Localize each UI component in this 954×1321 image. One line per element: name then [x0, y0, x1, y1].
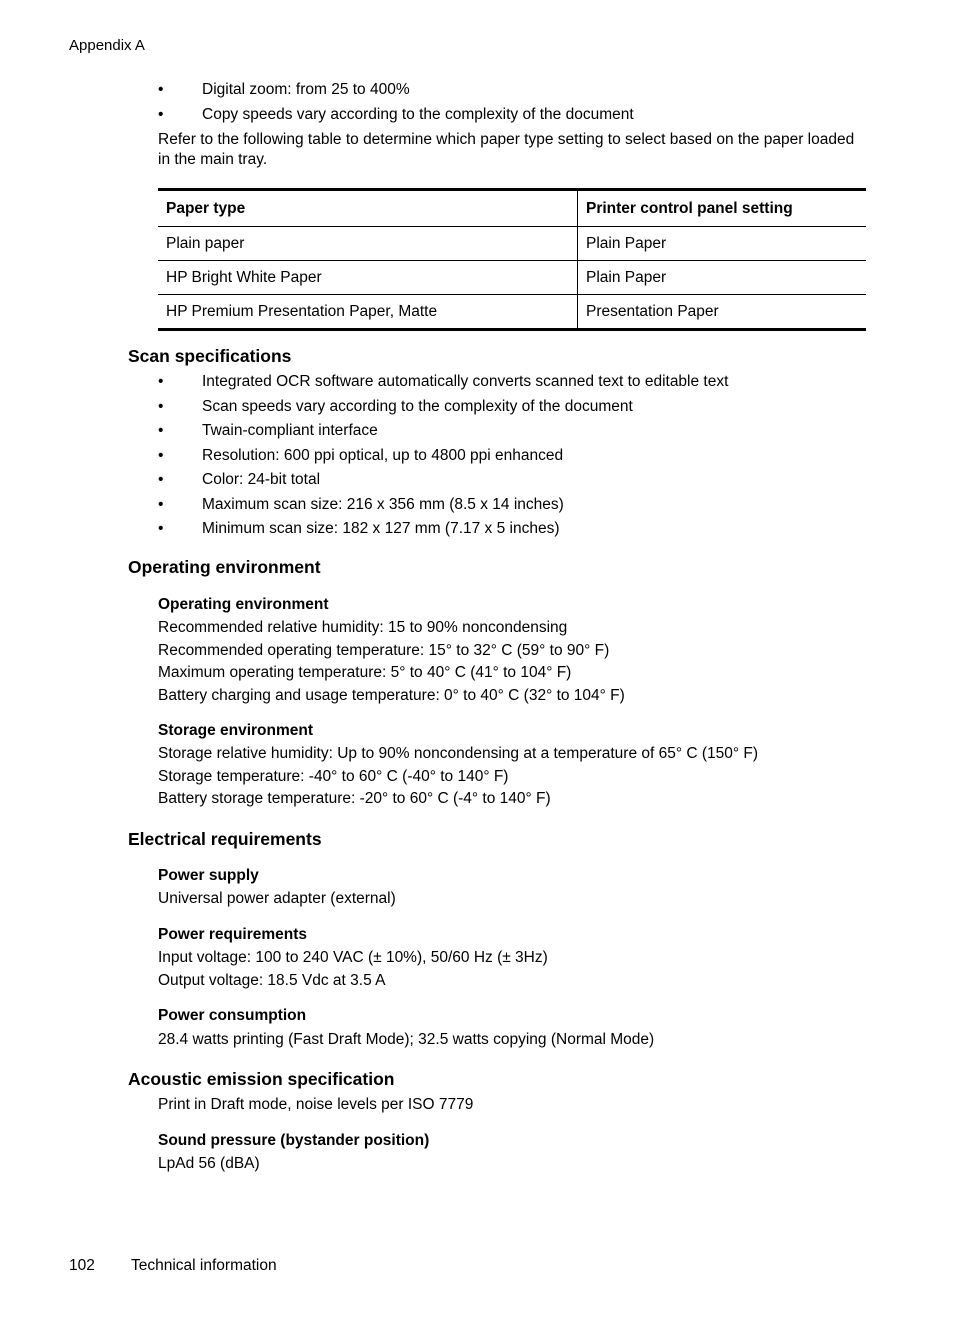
- subsection-title: Power consumption: [158, 1007, 307, 1024]
- copy-spec-list: [158, 80, 634, 129]
- list-item: • Color: 24-bit total: [158, 471, 321, 488]
- subsection-title: Power requirements: [158, 926, 308, 943]
- storage-lines: [158, 743, 758, 811]
- section-title-operating: Operating environment: [128, 557, 321, 577]
- table-cell: HP Bright White Paper: [158, 261, 578, 295]
- spec-line: 28.4 watts printing (Fast Draft Mode); 32.5 watts copying (Normal Mode): [158, 1031, 655, 1048]
- subsection-title: Sound pressure (bystander position): [158, 1132, 430, 1149]
- acoustic-intro: [158, 1094, 473, 1117]
- bullet-glyph: •: [158, 520, 164, 537]
- list-item: • Copy speeds vary according to the complexity of the document: [158, 105, 634, 123]
- requirement-lines: [158, 947, 548, 992]
- spec-line: Input voltage: 100 to 240 VAC (± 10%), 50/60 Hz (± 3Hz): [158, 949, 548, 966]
- table-cell: HP Premium Presentation Paper, Matte: [158, 295, 578, 330]
- spec-line: LpAd 56 (dBA): [158, 1155, 260, 1172]
- paper-type-table: [158, 188, 866, 331]
- bullet-glyph: •: [158, 81, 164, 98]
- table-cell: Plain paper: [158, 227, 578, 261]
- table-header-row: [158, 190, 866, 227]
- column-header: Paper type: [158, 190, 578, 227]
- sound-lines: [158, 1153, 260, 1176]
- list-item: • Scan speeds vary according to the complexity of the document: [158, 397, 633, 415]
- footer-section: Technical information: [131, 1257, 277, 1274]
- subsection-title: Operating environment: [158, 596, 329, 613]
- section-title-acoustic: Acoustic emission specification: [128, 1069, 395, 1089]
- list-item: • Digital zoom: from 25 to 400%: [158, 81, 410, 98]
- supply-lines: [158, 888, 396, 911]
- list-item: • Twain-compliant interface: [158, 422, 378, 439]
- spec-line: Maximum operating temperature: 5° to 40° C (41° to 104° F): [158, 664, 572, 681]
- spec-line: Print in Draft mode, noise levels per ISO 7779: [158, 1096, 474, 1113]
- bullet-glyph: •: [158, 373, 164, 390]
- list-item: • Minimum scan size: 182 x 127 mm (7.17 x 5 inches): [158, 520, 560, 537]
- page-footer: [69, 1257, 277, 1275]
- section-title-scan: Scan specifications: [128, 346, 292, 366]
- operating-lines: [158, 617, 625, 707]
- spec-line: Battery storage temperature: -20° to 60° C (-4° to 140° F): [158, 790, 551, 807]
- spec-line: Output voltage: 18.5 Vdc at 3.5 A: [158, 971, 386, 989]
- spec-line: Storage relative humidity: Up to 90% noncondensing at a temperature of 65° C (150° F): [158, 745, 759, 762]
- bullet-glyph: •: [158, 422, 164, 439]
- spec-line: Universal power adapter (external): [158, 890, 396, 907]
- spec-line: Recommended relative humidity: 15 to 90% noncondensing: [158, 619, 568, 636]
- table-cell: Presentation Paper: [578, 295, 867, 330]
- scan-spec-list: [158, 372, 728, 544]
- table-cell: Plain Paper: [578, 227, 867, 261]
- consumption-lines: [158, 1029, 654, 1052]
- table-row: [158, 295, 866, 330]
- subsection-title: Power supply: [158, 867, 259, 884]
- spec-line: Battery charging and usage temperature: 0° to 40° C (32° to 104° F): [158, 686, 625, 704]
- page-number: 102: [69, 1257, 95, 1274]
- table-row: [158, 227, 866, 261]
- table-cell: Plain Paper: [578, 261, 867, 295]
- intro-paragraph: Refer to the following table to determine which paper type setting to select based on the paper loaded in the main tray.: [158, 131, 855, 168]
- bullet-glyph: •: [158, 446, 164, 464]
- list-item: • Resolution: 600 ppi optical, up to 4800 ppi enhanced: [158, 446, 564, 464]
- subsection-title: Storage environment: [158, 722, 314, 739]
- bullet-glyph: •: [158, 471, 164, 488]
- bullet-glyph: •: [158, 397, 164, 415]
- running-head: Appendix A: [69, 37, 145, 54]
- column-header: Printer control panel setting: [578, 190, 867, 227]
- list-item: • Maximum scan size: 216 x 356 mm (8.5 x 14 inches): [158, 495, 564, 513]
- bullet-glyph: •: [158, 495, 164, 513]
- list-item: • Integrated OCR software automatically converts scanned text to editable text: [158, 373, 729, 390]
- spec-line: Recommended operating temperature: 15° to 32° C (59° to 90° F): [158, 641, 610, 659]
- section-title-electrical: Electrical requirements: [128, 829, 322, 849]
- bullet-glyph: •: [158, 105, 164, 123]
- table-row: [158, 261, 866, 295]
- spec-line: Storage temperature: -40° to 60° C (-40° to 140° F): [158, 767, 509, 785]
